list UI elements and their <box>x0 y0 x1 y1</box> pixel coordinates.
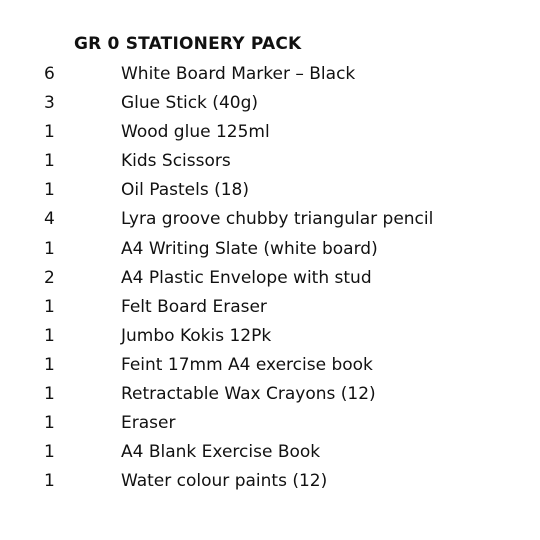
item-name: Jumbo Kokis 12Pk <box>121 325 272 346</box>
list-item <box>0 467 540 496</box>
item-quantity: 1 <box>44 442 55 463</box>
list-item <box>0 60 540 89</box>
list-item <box>0 409 540 438</box>
item-name: Wood glue 125ml <box>121 122 270 143</box>
item-name: A4 Blank Exercise Book <box>121 442 321 463</box>
item-name: A4 Plastic Envelope with stud <box>121 267 372 288</box>
item-name: Felt Board Eraser <box>121 296 267 317</box>
item-quantity: 6 <box>44 64 55 84</box>
item-quantity: 2 <box>44 267 55 288</box>
list-item <box>0 118 540 147</box>
list-item <box>0 205 540 234</box>
document-title: GR 0 STATIONERY PACK <box>74 34 302 54</box>
item-name: White Board Marker – Black <box>121 64 356 84</box>
list-item <box>0 235 540 264</box>
item-name: Retractable Wax Crayons (12) <box>121 384 376 405</box>
item-name: Eraser <box>121 413 176 434</box>
item-name: Lyra groove chubby triangular pencil <box>121 209 434 230</box>
list-item <box>0 438 540 467</box>
item-quantity: 1 <box>44 325 55 346</box>
list-item <box>0 322 540 351</box>
item-quantity: 1 <box>44 354 55 375</box>
item-name: Glue Stick (40g) <box>121 93 258 114</box>
list-item <box>0 380 540 409</box>
list-item <box>0 264 540 293</box>
item-name: Feint 17mm A4 exercise book <box>121 354 373 375</box>
item-quantity: 1 <box>44 238 55 259</box>
item-quantity: 1 <box>44 384 55 405</box>
item-quantity: 3 <box>44 93 55 114</box>
item-name: Kids Scissors <box>121 151 231 172</box>
list-item <box>0 351 540 380</box>
list-item <box>0 89 540 118</box>
list-item <box>0 147 540 176</box>
item-name: Oil Pastels (18) <box>121 180 249 201</box>
list-item <box>0 176 540 205</box>
stationery-item-list <box>0 60 540 496</box>
item-quantity: 1 <box>44 471 55 492</box>
item-quantity: 1 <box>44 122 55 143</box>
list-item <box>0 293 540 322</box>
item-quantity: 1 <box>44 180 55 201</box>
item-name: Water colour paints (12) <box>121 471 328 492</box>
item-quantity: 1 <box>44 296 55 317</box>
item-quantity: 1 <box>44 413 55 434</box>
item-quantity: 4 <box>44 209 55 230</box>
item-quantity: 1 <box>44 151 55 172</box>
item-name: A4 Writing Slate (white board) <box>121 238 378 259</box>
